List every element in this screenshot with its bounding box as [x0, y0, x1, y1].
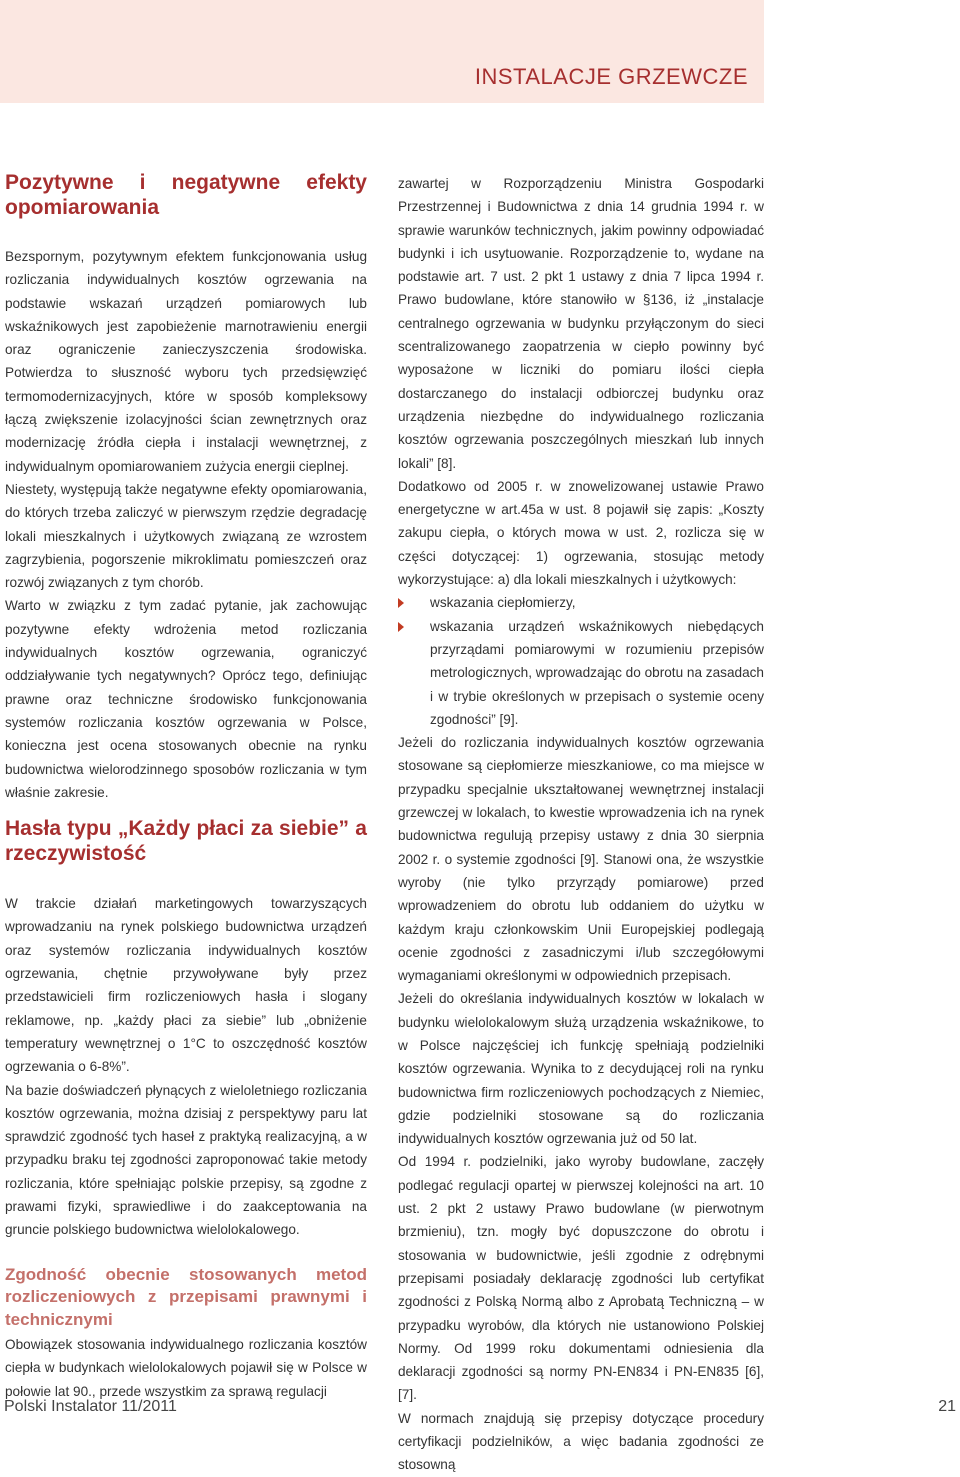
- right-paragraph-6: W normach znajdują się przepisy dotyczące procedury certyfikacji podzielników, a więc badania zgodności ze stosowną: [398, 1410, 764, 1473]
- right-paragraph-1: zawartej w Rozporządzeniu Ministra Gospodarki Przestrzennej i Budownictwa z dnia 14 grudnia 1994 r. w sprawie warunków technicznych, jakim powinny odpowiadać budynki i ich usytuowanie. Rozporządzenie to, wydane na podstawie art. 7 ust. 2 pkt 1 ustawy z dnia 7 lipca 1994 r. Prawo budowlane, które stanowiło w §136, iż „instalacje centralnego ogrzewania w budynku przyłączonym do sieci scentralizowanego zaopatrzenia w ciepło powinny być wyposażone w liczniki do pomiaru ilości ciepła dostarczanego do instalacji odbiorczej budynku oraz urządzenia niezbędne do indywidualnego rozliczania kosztów ogrzewania poszczególnych mieszkań lub innych lokali” [8].: [398, 176, 764, 471]
- list-item: [398, 615, 764, 731]
- triangle-bullet-icon: [398, 598, 404, 608]
- triangle-bullet-icon: [398, 622, 404, 632]
- header-band: [0, 0, 764, 103]
- right-paragraph-3: Jeżeli do rozliczania indywidualnych kosztów ogrzewania stosowane są ciepłomierze mieszkaniowe, co ma miejsce w przypadku specjalnie ukształtowanej wewnętrznej instalacji grzewczej w lokalach, to kwestie wprowadzenia ich na rynek budownictwa regulują przepisy ustawy z dnia 30 sierpnia 2002 r. o systemie zgodności [9]. Stanowi ona, że wszystkie wyroby (nie tylko przyrządy pomiarowe) przed wprowadzeniem do obrotu lub oddaniem do użytku w każdym kraju członkowskim Unii Europejskiej podlegają ocenie zgodności z zasadniczymi i/lub szczegółowymi wymaganiami określonymi w odpowiednich przepisach.: [398, 735, 764, 984]
- section-title: INSTALACJE GRZEWCZE: [474, 64, 748, 89]
- left-paragraph-1: Bezspornym, pozytywnym efektem funkcjonowania usług rozliczania indywidualnych kosztów ogrzewania na podstawie wskazań urządzeń pomiarowych lub wskaźnikowych jest zapobieżenie marnotrawieniu energii oraz ograniczenie zanieczyszczenia środowiska. Potwierdza to słuszność wyboru tych przedsięwzięć termomodernizacyjnych, które w sposób kompleksowy łączą zwiększenie izolacyjności ścian zewnętrznych oraz modernizację źródła ciepła i instalacji wewnętrznej, z indywidualnym opomiarowaniem zużycia energii cieplnej.: [5, 249, 367, 474]
- left-paragraph-4: W trakcie działań marketingowych towarzyszących wprowadzaniu na rynek polskiego budownictwa urządzeń oraz systemów rozliczania indywidualnych kosztów ogrzewania, chętnie przywoływane były przez przedstawicieli firm rozliczeniowych hasła i slogany reklamowe, np. „każdy płaci za siebie” lub „obniżenie temperatury wewnętrznej o 1°C to oszczędność kosztów ogrzewania o 6-8%”.: [5, 896, 367, 1075]
- heading-slogans: Hasła typu „Każdy płaci za siebie” a rzeczywistość: [5, 817, 367, 866]
- left-paragraph-2: Niestety, występują także negatywne efekty opomiarowania, do których trzeba zaliczyć w pierwszym rzędzie degradację lokali mieszkalnych i użytkowych związaną ze wzrostem zagrzybienia, pogorszenie mikroklimatu pomieszczeń oraz rozwój związanych z tym chorób.: [5, 481, 367, 591]
- left-paragraph-3: Warto w związku z tym zadać pytanie, jak zachowując pozytywne efekty wdrożenia metod rozliczania indywidualnych kosztów ogrzewania, ograniczyć oddziaływanie tych negatywnych? Oprócz tego, definiując prawne oraz techniczne środowisko funkcjonowania systemów rozliczania kosztów ogrzewania w Polsce, konieczna jest ocena stosowanych obecnie na rynku budownictwa wielorodzinnego sposobów rozliczania w tym właśnie zakresie.: [5, 598, 367, 800]
- right-column: [398, 172, 764, 1477]
- left-column: [5, 170, 367, 1403]
- right-paragraph-2: Dodatkowo od 2005 r. w znowelizowanej ustawie Prawo energetyczne w art.45a w ust. 8 pojawił się zapis: „Koszty zakupu ciepła, o których mowa w ust. 2, rozlicza się w części dotyczącej: 1) ogrzewania, stosując metody wykorzystujące: a) dla lokali mieszkalnych i użytkowych:: [398, 478, 764, 588]
- footer-publication: Polski Instalator 11/2011: [4, 1398, 177, 1415]
- bullet-text: wskazania ciepłomierzy,: [430, 595, 576, 611]
- bullet-text: wskazania urządzeń wskaźnikowych niebędących przyrządami pomiarowymi w rozumieniu przepisów metrologicznych, wprowadzając do obrotu na zasadach i w trybie określonych w przepisach o systemie oceny zgodności” [9].: [430, 618, 764, 727]
- left-paragraph-5: Na bazie doświadczeń płynących z wieloletniego rozliczania kosztów ogrzewania, można dzisiaj z perspektywy paru lat sprawdzić zgodność tych haseł z praktyką realizacyjną, a w przypadku braku tej zgodności zaproponować takie metody rozliczania, które spełniając polskie przepisy, są zgodne z prawami fizyki, sprawiedliwe i do zaakceptowania na gruncie polskiego budownictwa wielolokalowego.: [5, 1082, 367, 1238]
- right-paragraph-4: Jeżeli do określania indywidualnych kosztów w lokalach w budynku wielolokalowym służą urządzenia wskaźnikowe, to w Polsce najczęściej ich funkcję spełniają podzielniki kosztów ogrzewania. Wynika to z decydującej roli na rynku budownictwa firm rozliczeniowych pochodzących z Niemiec, gdzie podzielniki stosowane są do rozliczania indywidualnych kosztów ogrzewania już od 50 lat.: [398, 991, 764, 1147]
- list-item: [398, 591, 764, 614]
- right-paragraph-5: Od 1994 r. podzielniki, jako wyroby budowlane, zaczęły podlegać regulacji opartej w pierwszej kolejności na art. 10 ust. 2 pkt 2 ustawy Prawo budowlane (w pierwotnym brzmieniu), tzn. mogły być dopuszczone do obrotu i stosowania w budownictwie, jeśli zgodnie z odrębnymi przepisami posiadały deklarację zgodności lub certyfikat zgodności z Polską Normą albo z Aprobatą Techniczną – w przypadku wyrobów, dla których nie ustanowiono Polskiej Normy. Od 1999 roku dokumentami odniesienia dla deklaracji zgodności są normy PN-EN834 i PN-EN835 [6], [7].: [398, 1154, 764, 1403]
- heading-effects: Pozytywne i negatywne efekty opomiarowania: [5, 171, 367, 219]
- left-paragraph-6: Obowiązek stosowania indywidualnego rozliczania kosztów ciepła w budynkach wielolokalowych pojawił się w Polsce w połowie lat 90., przede wszystkim za sprawą regulacji: [5, 1337, 367, 1399]
- footer-page-number: 21: [938, 1398, 956, 1415]
- bullet-list: [398, 591, 764, 731]
- heading-compliance: Zgodność obecnie stosowanych metod rozliczeniowych z przepisami prawnymi i technicznymi: [5, 1264, 367, 1329]
